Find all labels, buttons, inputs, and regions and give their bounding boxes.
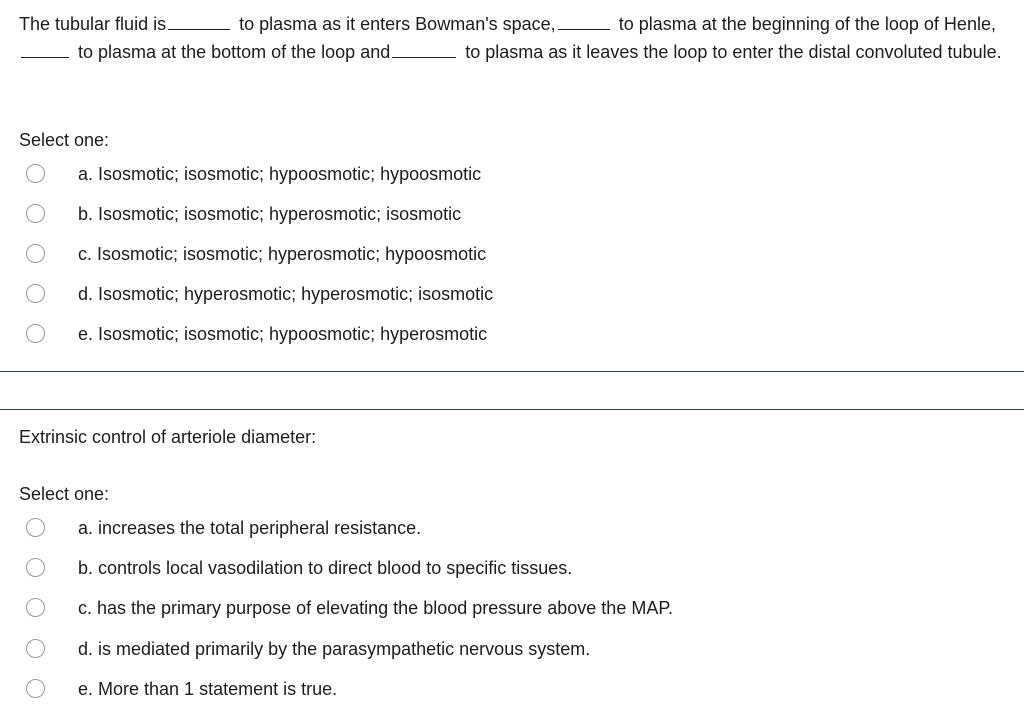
select-one-label: Select one: bbox=[19, 484, 110, 504]
question-divider bbox=[0, 371, 1024, 372]
answer-option-a[interactable] bbox=[0, 158, 1000, 190]
answer-option-d[interactable] bbox=[0, 633, 1000, 665]
question-1-text-part: to plasma at the beginning of the loop of Henle, bbox=[618, 14, 996, 34]
answer-option-label: e. Isosmotic; isosmotic; hypoosmotic; hyperosmotic bbox=[78, 324, 488, 344]
answer-option-label: a. increases the total peripheral resistance. bbox=[78, 518, 422, 538]
radio-button-icon[interactable] bbox=[26, 679, 45, 698]
radio-button-icon[interactable] bbox=[26, 558, 45, 577]
answer-option-label: b. controls local vasodilation to direct blood to specific tissues. bbox=[78, 558, 573, 578]
answer-option-c[interactable] bbox=[0, 238, 1000, 270]
radio-button-icon[interactable] bbox=[26, 518, 45, 537]
select-one-label: Select one: bbox=[19, 130, 110, 150]
answer-option-label: e. More than 1 statement is true. bbox=[78, 679, 338, 699]
answer-option-label: d. is mediated primarily by the parasympathetic nervous system. bbox=[78, 639, 591, 659]
question-1-text-part: to plasma as it leaves the loop to enter the distal convoluted tubule. bbox=[465, 42, 1002, 62]
question-2-text: Extrinsic control of arteriole diameter: bbox=[19, 427, 317, 447]
blank-3 bbox=[21, 56, 69, 58]
answer-option-label: c. has the primary purpose of elevating the blood pressure above the MAP. bbox=[78, 598, 674, 618]
answer-option-e[interactable] bbox=[0, 318, 1000, 350]
answer-option-label: a. Isosmotic; isosmotic; hypoosmotic; hypoosmotic bbox=[78, 164, 482, 184]
blank-2 bbox=[558, 28, 610, 30]
radio-button-icon[interactable] bbox=[26, 204, 45, 223]
radio-button-icon[interactable] bbox=[26, 324, 45, 343]
question-1-text-part: to plasma at the bottom of the loop and bbox=[78, 42, 391, 62]
answer-option-c[interactable] bbox=[0, 592, 1000, 624]
answer-option-a[interactable] bbox=[0, 512, 1000, 544]
blank-1 bbox=[168, 28, 230, 30]
answer-option-label: b. Isosmotic; isosmotic; hyperosmotic; isosmotic bbox=[78, 204, 462, 224]
answer-option-b[interactable] bbox=[0, 552, 1000, 584]
answer-option-e[interactable] bbox=[0, 673, 1000, 705]
answer-option-label: d. Isosmotic; hyperosmotic; hyperosmotic; isosmotic bbox=[78, 284, 494, 304]
radio-button-icon[interactable] bbox=[26, 639, 45, 658]
radio-button-icon[interactable] bbox=[26, 284, 45, 303]
question-divider bbox=[0, 409, 1024, 410]
radio-button-icon[interactable] bbox=[26, 598, 45, 617]
question-1-text bbox=[19, 10, 1009, 66]
blank-4 bbox=[392, 56, 456, 58]
answer-option-d[interactable] bbox=[0, 278, 1000, 310]
answer-option-b[interactable] bbox=[0, 198, 1000, 230]
answer-option-label: c. Isosmotic; isosmotic; hyperosmotic; hypoosmotic bbox=[78, 244, 487, 264]
radio-button-icon[interactable] bbox=[26, 244, 45, 263]
radio-button-icon[interactable] bbox=[26, 164, 45, 183]
question-1-text-part: The tubular fluid is bbox=[19, 14, 167, 34]
question-1-text-part: to plasma as it enters Bowman's space, bbox=[239, 14, 556, 34]
